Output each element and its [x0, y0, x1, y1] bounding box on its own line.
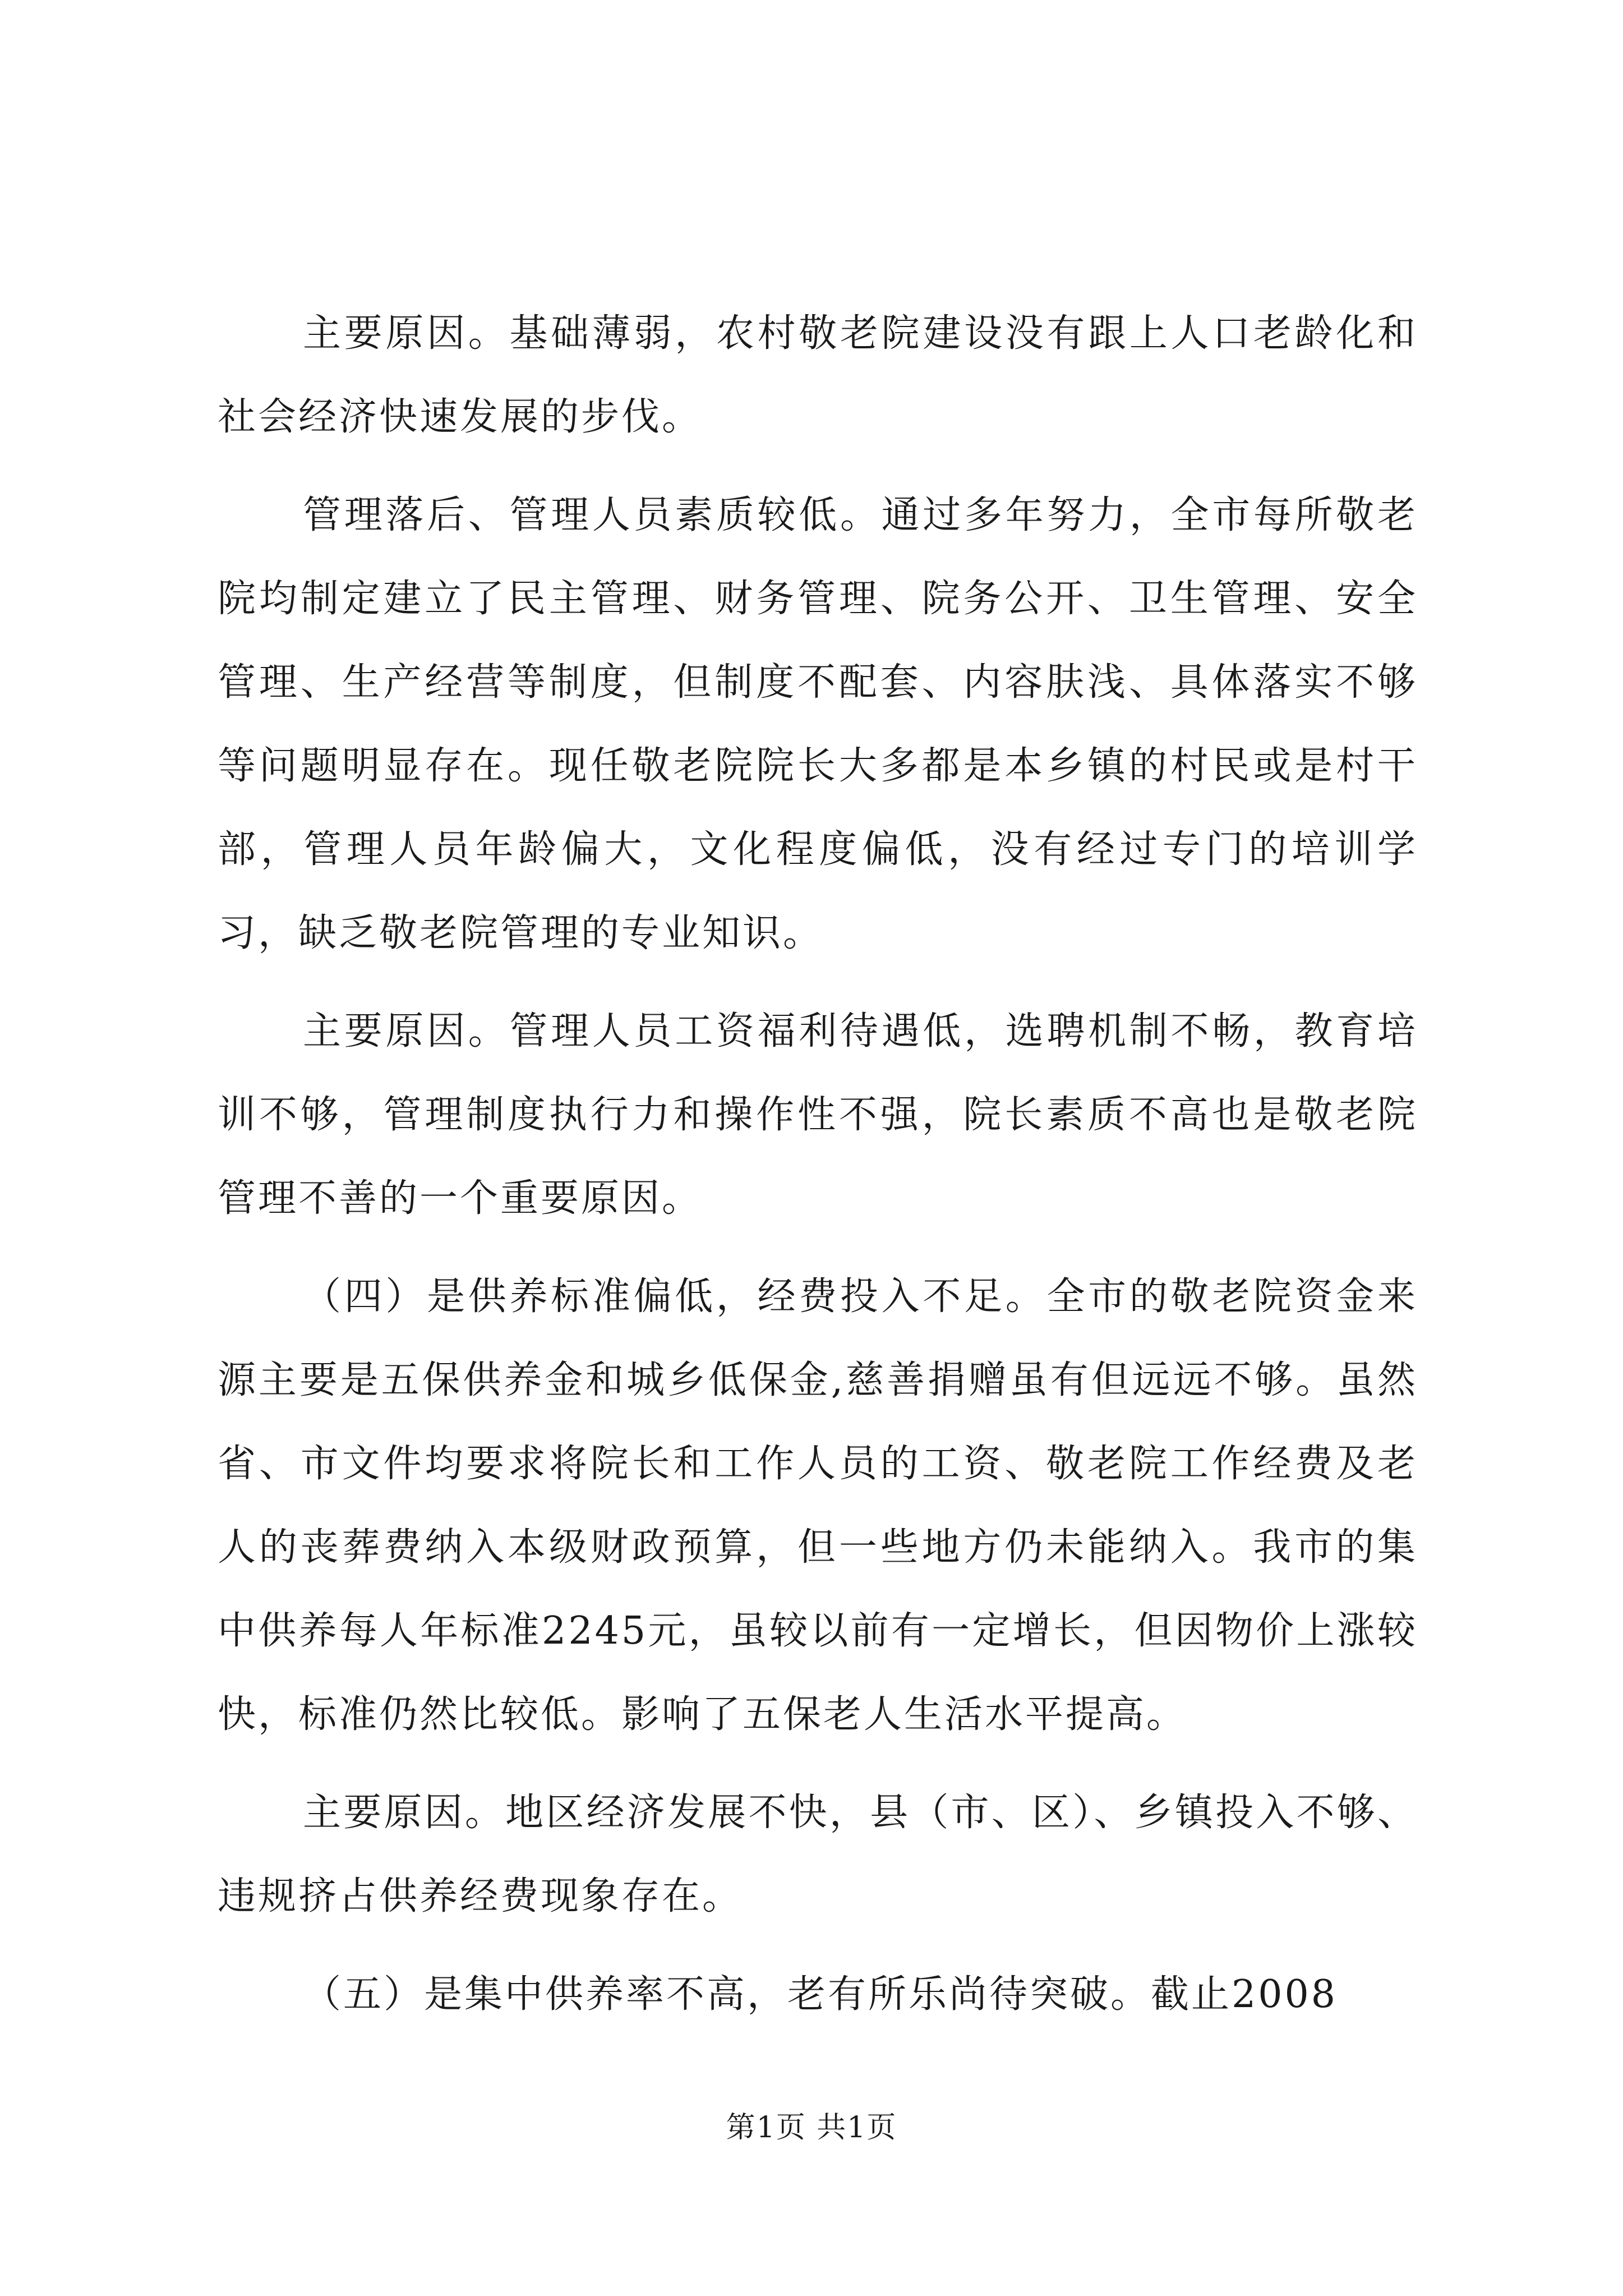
paragraph-3: 主要原因。管理人员工资福利待遇低，选聘机制不畅，教育培训不够，管理制度执行力和操作性不强，院长素质不高也是敬老院管理不善的一个重要原因。: [218, 1009, 1418, 1221]
paragraph-2: 管理落后、管理人员素质较低。通过多年努力，全市每所敬老院均制定建立了民主管理、财务管理、院务公开、卫生管理、安全管理、生产经营等制度，但制度不配套、内容肤浅、具体落实不够等问题明显存在。现任敬老院院长大多都是本乡镇的村民或是村干部，管理人员年龄偏大，文化程度偏低，没有经过专门的培训学习，缺乏敬老院管理的专业知识。: [218, 493, 1418, 955]
paragraph-5: 主要原因。地区经济发展不快，县（市、区）、乡镇投入不够、违规挤占供养经费现象存在。: [218, 1791, 1418, 1918]
page-footer: 第1页 共1页: [726, 2111, 897, 2145]
paragraph-4: （四）是供养标准偏低，经费投入不足。全市的敬老院资金来源主要是五保供养金和城乡低保金,慈善捐赠虽有但远远不够。虽然省、市文件均要求将院长和工作人员的工资、敬老院工作经费及老人的丧葬费纳入本级财政预算，但一些地方仍未能纳入。我市的集中供养每人年标准2245元，虽较以前有一定增长，但因物价上涨较快，标准仍然比较低。影响了五保老人生活水平提高。: [218, 1274, 1418, 1737]
paragraph-6: （五）是集中供养率不高，老有所乐尚待突破。截止2008: [303, 1972, 1338, 2017]
document-body: [218, 292, 1418, 2051]
paragraph-1: 主要原因。基础薄弱，农村敬老院建设没有跟上人口老龄化和社会经济快速发展的步伐。: [218, 311, 1418, 439]
